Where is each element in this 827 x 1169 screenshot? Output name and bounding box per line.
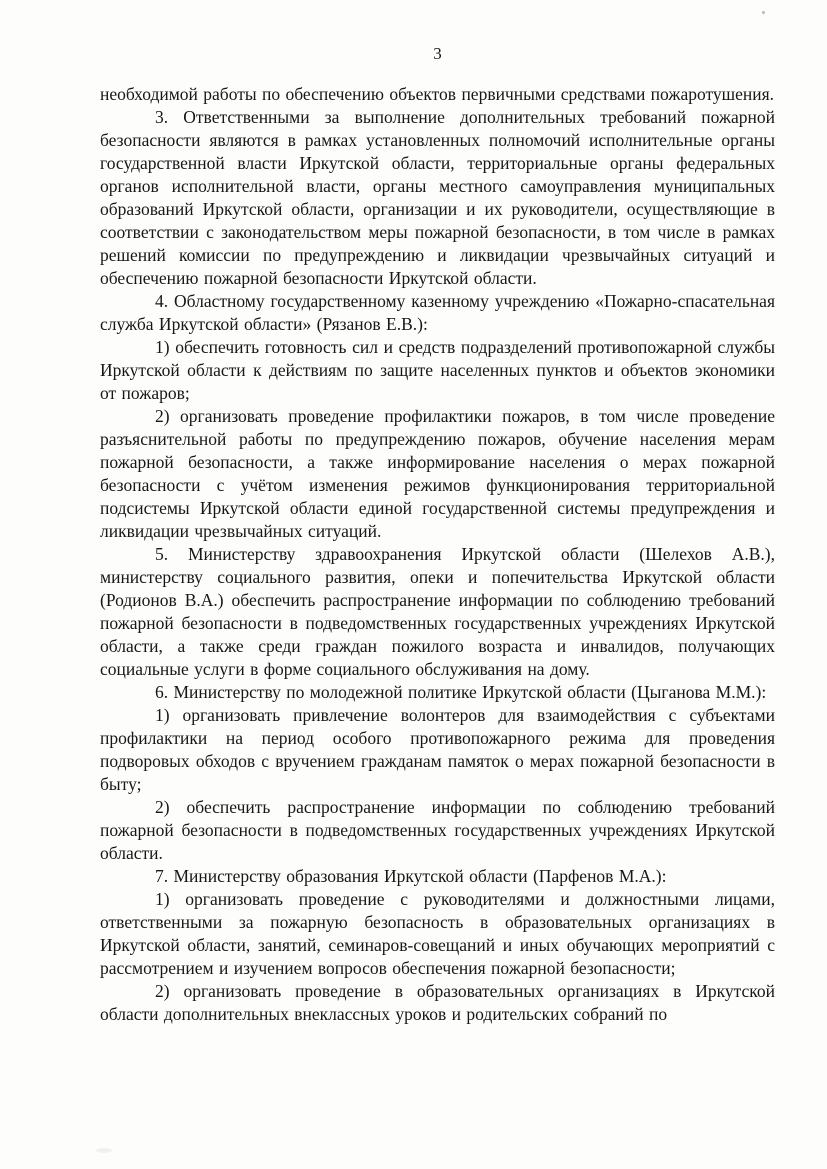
paragraph: 2) организовать проведение в образовательных организациях в Иркутской области дополнительных внеклассных уроков и родительских собраний по [100, 981, 775, 1024]
paragraph: 3. Ответственными за выполнение дополнительных требований пожарной безопасности являются в рамках установленных полномочий исполнительные органы государственной власти Иркутской области, территориальные органы федеральных органов исполнительной власти, органы местного самоуправления муниципальных образований Иркутской области, организации и их руководители, осуществляющие в соответствии с законодательством меры пожарной безопасности, в том числе в рамках решений комиссии по предупреждению и ликвидации чрезвычайных ситуаций и обеспечению пожарной безопасности Иркутской области. [100, 107, 775, 288]
document-body [100, 83, 775, 1026]
paragraph: 7. Министерству образования Иркутской области (Парфенов М.А.): [155, 866, 667, 886]
paragraph: 6. Министерству по молодежной политике Иркутской области (Цыганова М.М.): [155, 682, 767, 702]
paragraph: 4. Областному государственному казенному учреждению «Пожарно-спасательная служба Иркутской области» (Рязанов Е.В.): [100, 291, 775, 334]
paragraph: 1) организовать проведение с руководителями и должностными лицами, ответственными за пожарную безопасность в образовательных организациях в Иркутской области, занятий, семинаров-совещаний и иных обучающих мероприятий с рассмотрением и изучением вопросов обеспечения пожарной безопасности; [100, 889, 775, 978]
paragraph: необходимой работы по обеспечению объектов первичными средствами пожаротушения. [100, 84, 775, 104]
paragraph: 1) организовать привлечение волонтеров для взаимодействия с субъектами профилактики на период особого противопожарного режима для проведения подворовых обходов с вручением гражданам памяток о мерах пожарной безопасности в быту; [100, 705, 775, 794]
paragraph: 2) организовать проведение профилактики пожаров, в том числе проведение разъяснительной работы по предупреждению пожаров, обучение населения мерам пожарной безопасности, а также информирование населения о мерах пожарной безопасности с учётом изменения режимов функционирования территориальной подсистемы Иркутской области единой государственной системы предупреждения и ликвидации чрезвычайных ситуаций. [100, 406, 775, 541]
page-number: 3 [433, 44, 442, 63]
scan-artifact [762, 11, 765, 14]
paragraph: 1) обеспечить готовность сил и средств подразделений противопожарной службы Иркутской области к действиям по защите населенных пунктов и объектов экономики от пожаров; [100, 337, 775, 403]
paragraph: 5. Министерству здравоохранения Иркутской области (Шелехов А.В.), министерству социального развития, опеки и попечительства Иркутской области (Родионов В.А.) обеспечить распространение информации по соблюдению требований пожарной безопасности в подведомственных государственных учреждениях Иркутской области, а также среди граждан пожилого возраста и инвалидов, получающих социальные услуги в форме социального обслуживания на дому. [100, 544, 775, 679]
paragraph: 2) обеспечить распространение информации по соблюдению требований пожарной безопасности в подведомственных государственных учреждениях Иркутской области. [100, 797, 775, 863]
scan-artifact [96, 1148, 112, 1153]
